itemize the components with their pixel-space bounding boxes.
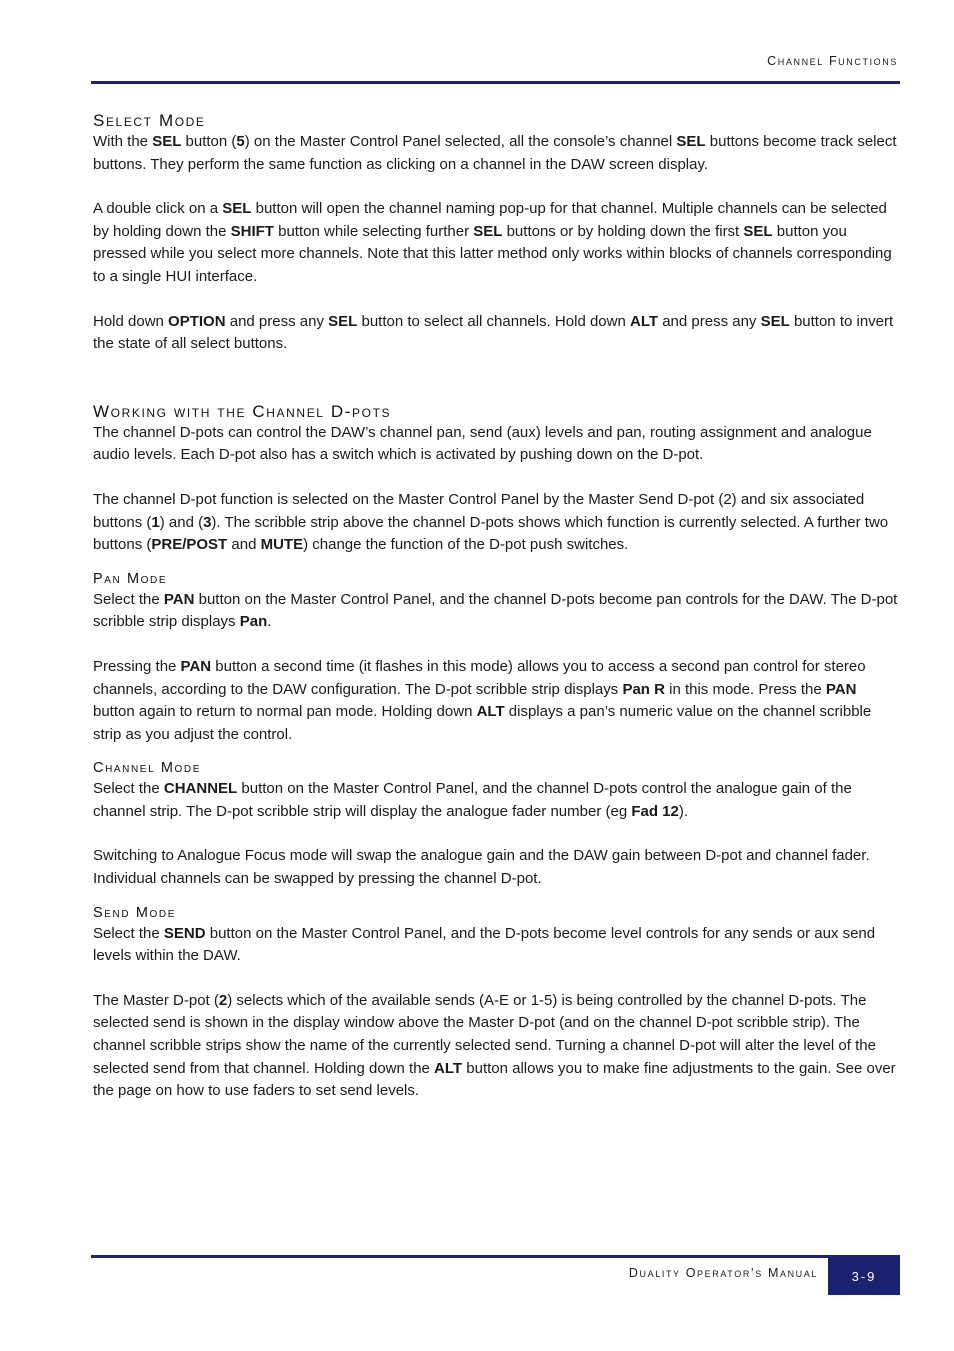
text-run: The channel D-pot function is selected on the Master Control Panel by the Master Send D-pot (2) and six associated buttons ( — [93, 490, 865, 531]
text-run: button will open the channel naming pop-up for that channel. Multiple channels can be selected by holding down the — [93, 200, 887, 240]
text-run: button while selecting further — [273, 222, 474, 240]
text-run: button on the Master Control Panel, and the channel D-pots control the analogue gain of the channel strip. The D-pot scribble strip will display the analogue fader number (eg — [93, 780, 852, 820]
paragraph — [93, 990, 901, 1103]
paragraph — [93, 198, 901, 288]
bold-term: SEL — [473, 222, 503, 240]
text-run: . — [267, 613, 272, 631]
bold-term: PAN — [825, 680, 857, 698]
bold-term: PRE/POST — [151, 536, 228, 554]
page-number-box — [828, 1257, 900, 1295]
text-run: Select the — [93, 924, 164, 942]
bold-term: 5 — [236, 133, 245, 150]
text-run: button you pressed while you select more channels. Note that this latter method only works within blocks of channels corresponding to a single HUI interface. — [93, 222, 892, 285]
bold-term: Pan — [239, 613, 268, 631]
bold-term: ALT — [476, 703, 505, 721]
text-run: ) change the function of the D-pot push switches. — [303, 536, 629, 554]
paragraph — [93, 589, 901, 634]
text-run: A double click on a — [93, 200, 223, 218]
text-run: button to invert the state of all select buttons. — [93, 312, 894, 353]
text-run: Select the — [93, 780, 164, 798]
footer-manual-title: Duality Operator’s Manual — [628, 1266, 818, 1280]
bold-term: SEL — [676, 133, 706, 150]
text-run: Hold down — [93, 312, 169, 330]
bold-term: SEL — [222, 200, 252, 218]
bold-term: ALT — [434, 1059, 463, 1077]
text-run: Switching to Analogue Focus mode will swap the analogue gain and the DAW gain between D-pot and channel fader. Individual channels can be swapped by pressing the channel D-pot. — [93, 847, 870, 888]
paragraph — [93, 311, 901, 356]
section-heading-channel-dpots: Working with the Channel D-pots — [93, 401, 392, 421]
text-run: buttons become track select buttons. They perform the same function as clicking on a channel in the DAW screen display. — [93, 133, 897, 173]
bold-term: ALT — [629, 312, 659, 330]
bold-term: 3 — [203, 513, 212, 531]
text-run: Pressing the — [93, 657, 181, 675]
paragraph — [93, 489, 901, 557]
text-run: and press any — [225, 312, 329, 330]
bold-term: Pan R — [622, 680, 665, 698]
text-run: button on the Master Control Panel, and the D-pots become level controls for any sends or aux send levels within the DAW. — [93, 924, 876, 965]
bold-term: SEL — [328, 312, 358, 330]
page-body — [93, 110, 901, 1103]
text-run: buttons or by holding down the first — [502, 222, 744, 240]
text-run: button again to return to normal pan mode. Holding down — [93, 703, 477, 721]
text-run: ) on the Master Control Panel selected, all the console’s channel — [244, 133, 677, 150]
bold-term: SHIFT — [230, 222, 274, 240]
bold-term: 1 — [151, 513, 160, 531]
bold-term: SEL — [760, 312, 790, 330]
paragraph — [93, 656, 901, 746]
text-run: With the — [93, 133, 153, 150]
subheading-send-mode: Send Mode — [93, 904, 176, 921]
header-rule — [91, 81, 900, 84]
text-run: button ( — [181, 133, 237, 150]
page-number: 3-9 — [851, 1268, 877, 1284]
text-run: Select the — [93, 590, 164, 608]
text-run: button on the Master Control Panel, and the channel D-pots become pan controls for the DAW. The D-pot scribble strip displays — [93, 590, 898, 631]
running-header: Channel Functions — [767, 54, 898, 68]
paragraph — [93, 422, 901, 467]
bold-term: SEL — [743, 222, 773, 240]
bold-term: OPTION — [168, 312, 226, 330]
text-run: button to select all channels. Hold down — [357, 312, 630, 330]
bold-term: CHANNEL — [163, 780, 238, 798]
text-run: ) selects which of the available sends (A-E or 1-5) is being controlled by the channel D-pots. The selected send is shown in the display window above the Master D-pot (and on the channel D-pot scribble strip). The channel scribble strips show the name of the currently selected send. Turning a channel D-pot will alter the level of the selected send from that channel. Holding down the — [93, 991, 876, 1077]
text-run: button a second time (it flashes in this mode) allows you to access a second pan control for stereo channels, according to the DAW configuration. The D-pot scribble strip displays — [93, 657, 866, 698]
text-run: The Master D-pot ( — [93, 991, 219, 1009]
text-run: in this mode. Press the — [664, 680, 826, 698]
bold-term: PAN — [163, 590, 195, 608]
paragraph — [93, 778, 901, 823]
text-run: The channel D-pots can control the DAW’s channel pan, send (aux) levels and pan, routing assignment and analogue audio levels. Each D-pot also has a switch which is activated by pushing down on the D-pot. — [93, 423, 872, 464]
text-run: button allows you to make fine adjustments to the gain. See over the page on how to use faders to set send levels. — [93, 1059, 896, 1100]
bold-term: SEND — [163, 924, 206, 942]
paragraph — [93, 845, 901, 890]
bold-term: Fad 12 — [631, 802, 679, 820]
subheading-channel-mode: Channel Mode — [93, 760, 202, 777]
paragraph — [93, 923, 901, 968]
text-run: and — [227, 536, 261, 554]
text-run: and press any — [658, 312, 761, 330]
bold-term: SEL — [152, 133, 182, 150]
text-run: ) and ( — [159, 513, 204, 531]
text-run: ). The scribble strip above the channel D-pots shows which function is currently selected. A further two buttons ( — [93, 513, 889, 554]
paragraph — [93, 131, 901, 176]
bold-term: PAN — [180, 657, 212, 675]
subheading-pan-mode: Pan Mode — [93, 570, 168, 587]
text-run: ). — [678, 802, 689, 820]
bold-term: 2 — [218, 991, 228, 1009]
text-run: displays a pan’s numeric value on the channel scribble strip as you adjust the control. — [93, 703, 872, 743]
footer-rule — [91, 1255, 900, 1258]
section-heading-select-mode: Select Mode — [93, 111, 206, 130]
bold-term: MUTE — [260, 536, 304, 554]
